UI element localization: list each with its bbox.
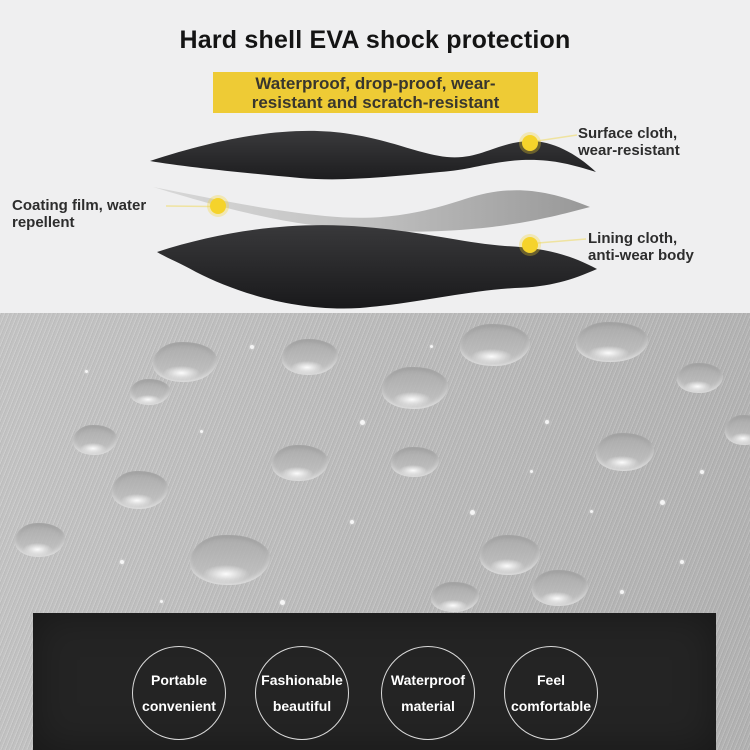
water-speck [590,510,593,513]
water-droplet [596,433,654,471]
lining-callout-line-2: anti-wear body [588,247,694,264]
water-speck [120,560,124,564]
surface-marker-dot [522,135,538,151]
feature-circle-portable [132,646,226,740]
water-droplet [153,342,217,382]
coating-callout-line [166,206,211,207]
lining-marker-dot [522,237,538,253]
page-title: Hard shell EVA shock protection [179,26,571,54]
surface-callout-line-2: wear-resistant [578,142,680,159]
water-droplet [73,425,117,455]
feature-line-1: Waterproof [390,672,466,688]
water-droplet [431,582,479,612]
water-droplet [460,324,530,366]
water-droplet [15,523,65,557]
water-speck [350,520,354,524]
surface-cloth-callout [578,125,680,159]
water-speck [280,600,285,605]
feature-line-2: comfortable [510,698,592,714]
highlight-line-2: resistant and scratch-resistant [251,92,500,112]
water-droplet [576,322,648,362]
water-speck [700,470,704,474]
feature-line-1: Feel [536,672,565,688]
feature-circle-waterproof [381,646,475,740]
water-speck [545,420,549,424]
water-speck [200,430,203,433]
water-droplet [532,570,588,606]
lining-callout-line-1: Lining cloth, [588,230,678,247]
lining-cloth-callout [588,230,694,264]
feature-line-2: convenient [142,698,216,714]
coating-marker-dot [210,198,226,214]
water-speck [660,500,665,505]
water-droplet [391,447,439,477]
water-droplet [677,363,723,393]
water-droplet [480,535,540,575]
water-droplet [272,445,328,481]
water-droplet [190,535,270,585]
surface-callout-line-1: Surface cloth, [578,125,678,142]
feature-line-2: beautiful [272,698,332,714]
highlight-line-1: Waterproof, drop-proof, wear- [255,73,496,93]
features-section [33,613,716,750]
surface-callout-line [537,135,577,141]
water-speck [160,600,163,603]
coating-callout-line-2: repellent [12,214,75,231]
water-droplet [725,415,750,445]
coating-callout-line-1: Coating film, water [12,197,147,214]
coating-film-callout [12,197,146,231]
feature-line-1: Portable [150,672,207,688]
feature-line-1: Fashionable [261,672,343,688]
water-speck [680,560,684,564]
water-speck [470,510,475,515]
water-speck [530,470,533,473]
water-speck [360,420,365,425]
water-droplet [130,379,170,405]
water-speck [250,345,254,349]
water-droplet [282,339,338,375]
feature-circle-comfortable [504,646,598,740]
feature-circle-fashionable [255,646,349,740]
hero-section [0,0,750,313]
water-droplet [112,471,168,509]
feature-line-2: material [401,698,455,714]
lining-callout-line [538,239,586,243]
water-speck [430,345,433,348]
water-speck [85,370,88,373]
water-speck [620,590,624,594]
water-droplet [382,367,448,409]
